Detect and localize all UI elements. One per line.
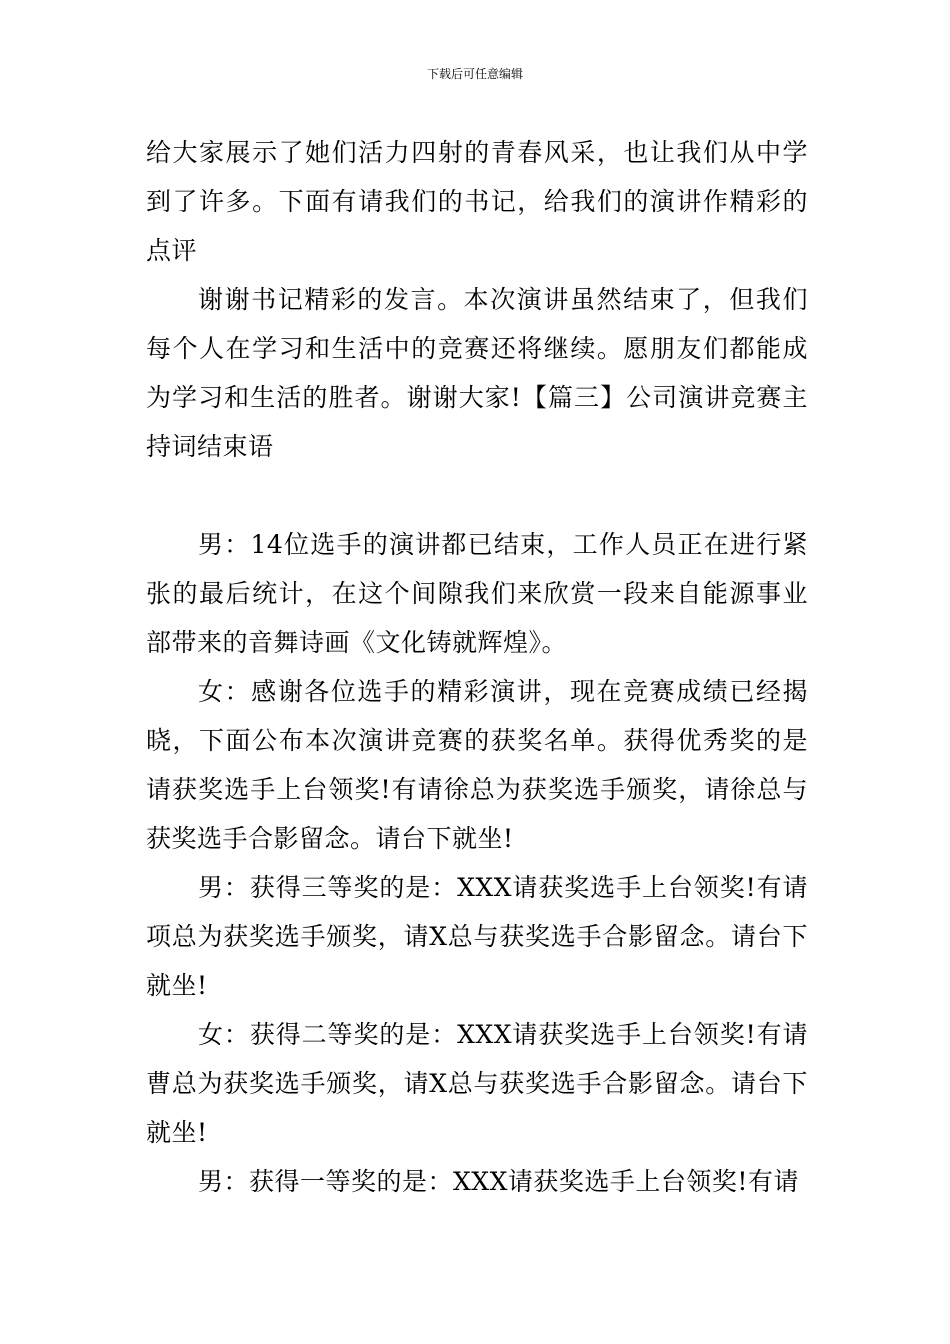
paragraph-male-host-third-prize: 男：获得三等奖的是：XXX请获奖选手上台领奖!有请项总为获奖选手颁奖，请X总与获奖选手合影留念。请台下就坐! [146,873,808,1000]
paragraph-male-host-1: 男：14位选手的演讲都已结束，工作人员正在进行紧张的最后统计，在这个间隙我们来欣赏一段来自能源事业部带来的音舞诗画《文化铸就辉煌》。 [146,530,808,657]
paragraph-continuation: 给大家展示了她们活力四射的青春风采，也让我们从中学到了许多。下面有请我们的书记，给我们的演讲作精彩的点评 [146,138,808,265]
paragraph-female-host-second-prize: 女：获得二等奖的是：XXX请获奖选手上台领奖!有请曹总为获奖选手颁奖，请X总与获奖选手合影留念。请台下就坐! [146,1020,808,1147]
paragraph-thanks-secretary: 谢谢书记精彩的发言。本次演讲虽然结束了，但我们每个人在学习和生活中的竞赛还将继续。愿朋友们都能成为学习和生活的胜者。谢谢大家!【篇三】公司演讲竞赛主持词结束语 [146,285,808,461]
page-header: 下载后可任意编辑 [426,67,523,81]
document-body [146,128,808,1206]
blank-line [146,471,808,520]
paragraph-male-host-first-prize: 男：获得一等奖的是：XXX请获奖选手上台领奖!有请 [198,1167,799,1196]
paragraph-female-host-1: 女：感谢各位选手的精彩演讲，现在竞赛成绩已经揭晓，下面公布本次演讲竞赛的获奖名单。获得优秀奖的是请获奖选手上台领奖!有请徐总为获奖选手颁奖，请徐总与获奖选手合影留念。请台下就坐! [146,677,808,853]
